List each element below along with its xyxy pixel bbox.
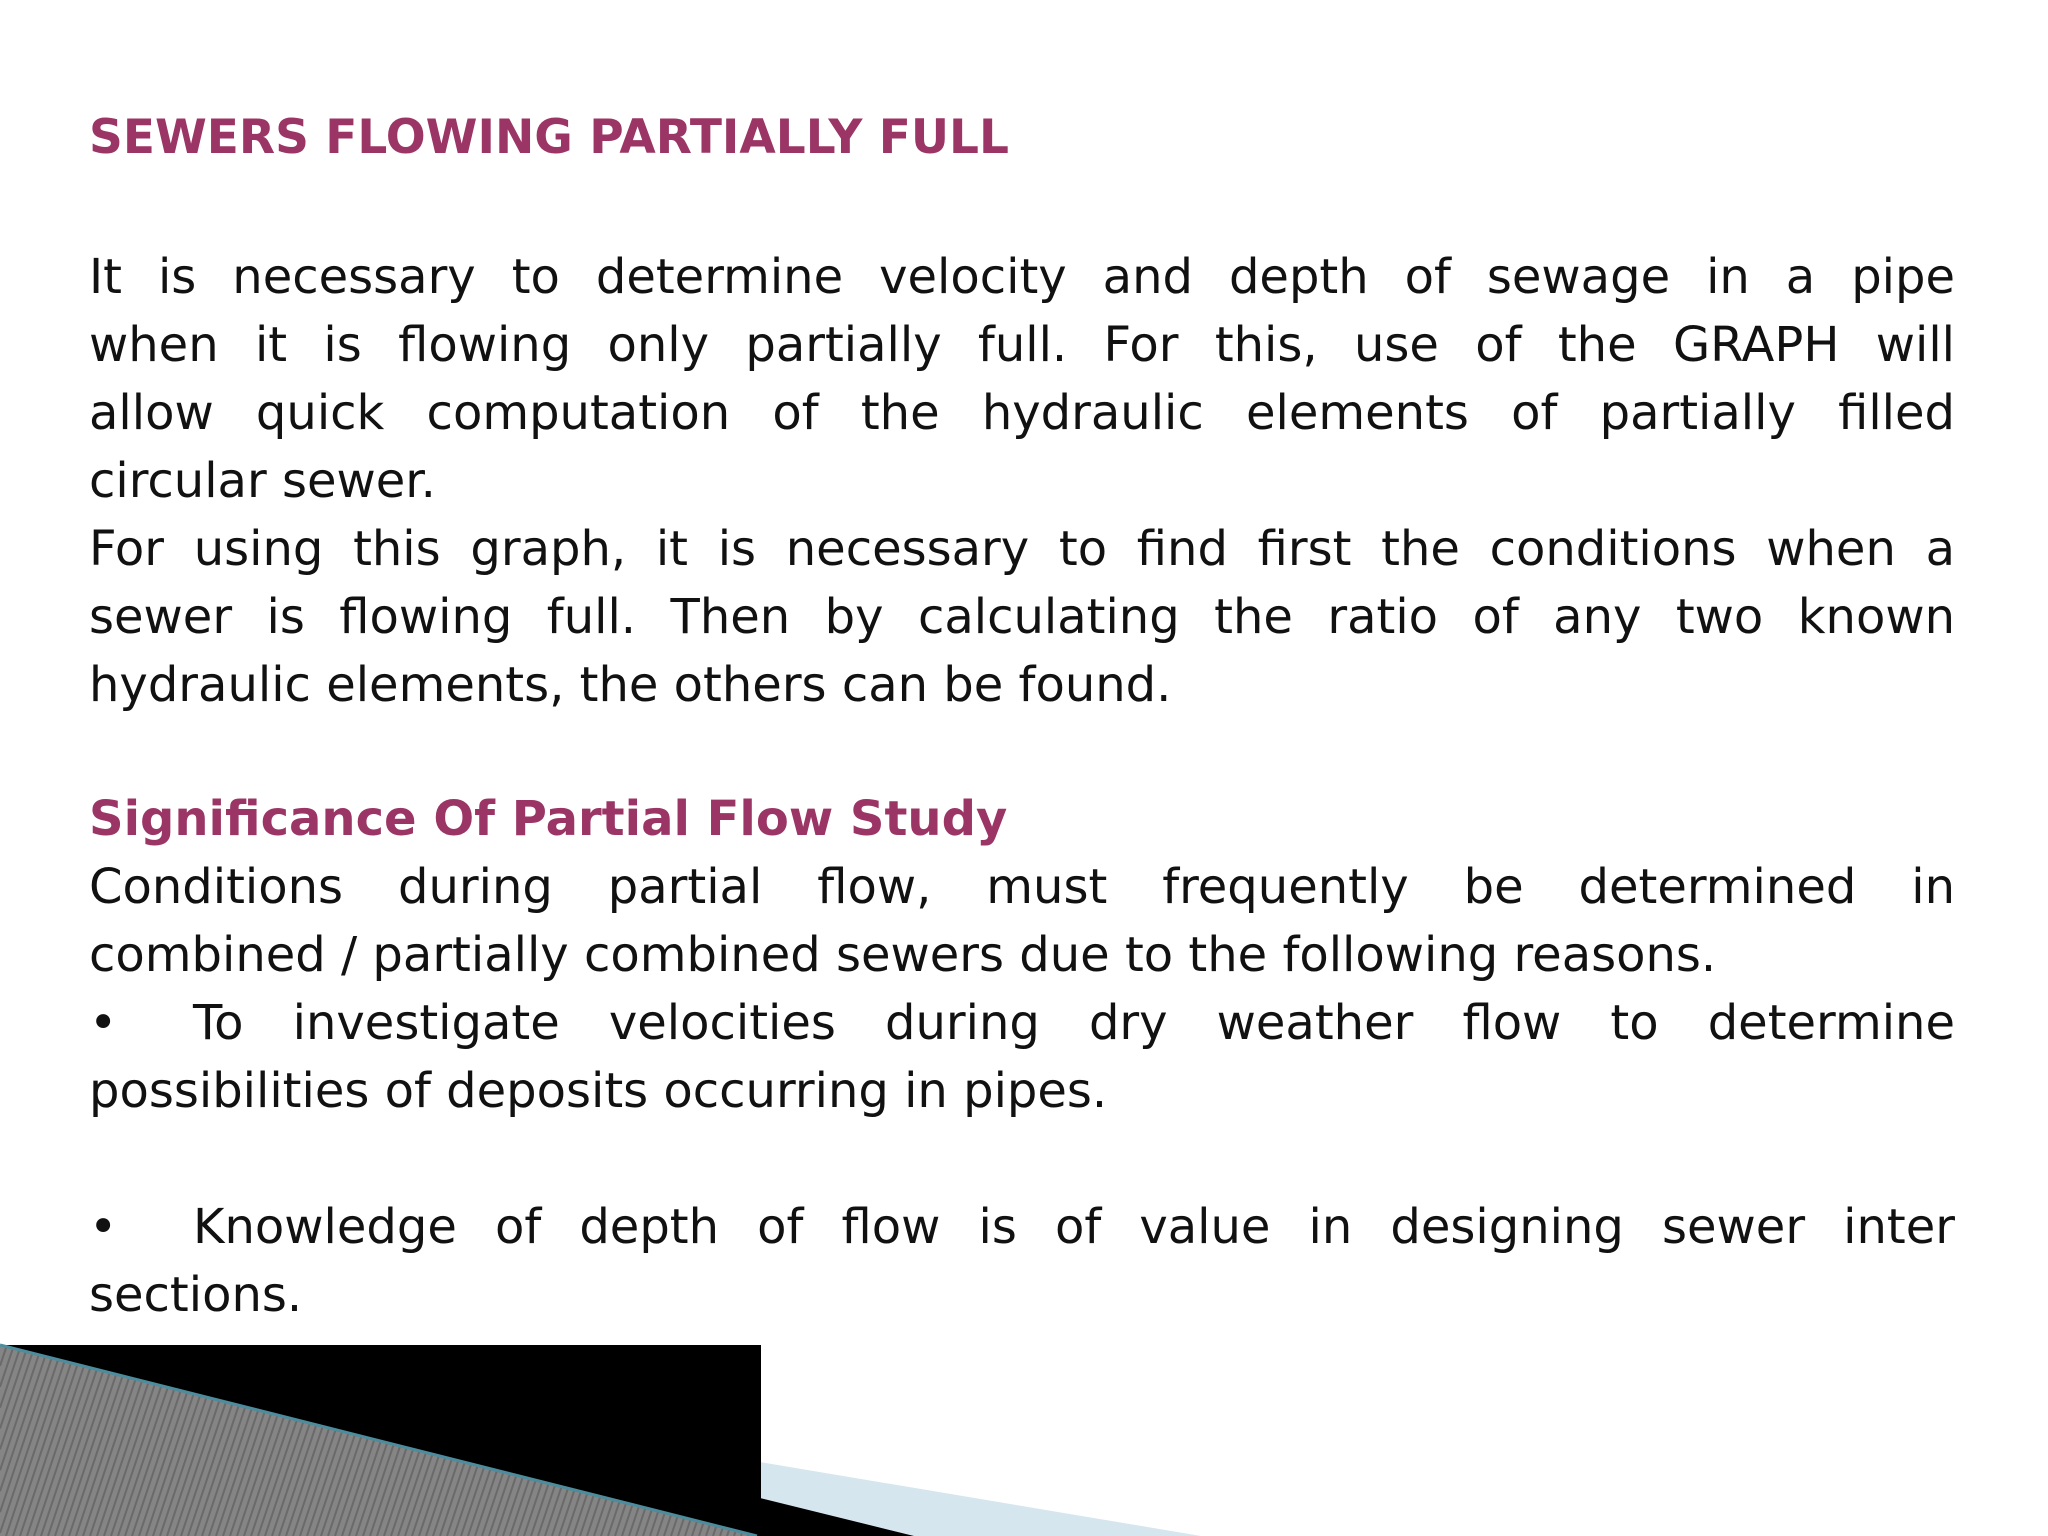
significance-section — [89, 785, 1955, 1329]
text-line: possibilities of deposits occurring in pipes. — [89, 1063, 1108, 1119]
text-line: Conditions during partial flow, must frequently be determined in — [89, 859, 1955, 915]
bullet-item — [89, 1193, 1955, 1261]
bullet-text: To investigate velocities during dry weather flow to determine — [193, 995, 1955, 1051]
text-line: sewer is flowing full. Then by calculating the ratio of any two known — [89, 589, 1955, 645]
text-line: when it is flowing only partially full. For this, use of the GRAPH will — [89, 317, 1955, 373]
blank-line — [89, 1125, 1955, 1193]
bullet-icon: • — [89, 995, 118, 1051]
text-line: circular sewer. — [89, 453, 436, 509]
text-line: allow quick computation of the hydraulic elements of partially filled — [89, 385, 1955, 441]
text-line: It is necessary to determine velocity and depth of sewage in a pipe — [89, 249, 1955, 305]
section-heading: Significance Of Partial Flow Study — [89, 791, 1008, 847]
text-line: sections. — [89, 1267, 303, 1323]
text-line: For using this graph, it is necessary to find first the conditions when a — [89, 521, 1955, 577]
text-line: combined / partially combined sewers due to the following reasons. — [89, 927, 1717, 983]
bullet-text: Knowledge of depth of flow is of value in designing sewer inter — [193, 1199, 1955, 1255]
slide-title: SEWERS FLOWING PARTIALLY FULL — [89, 110, 1009, 165]
bullet-item — [89, 989, 1955, 1057]
bullet-icon: • — [89, 1199, 118, 1255]
text-line: hydraulic elements, the others can be found. — [89, 657, 1172, 713]
